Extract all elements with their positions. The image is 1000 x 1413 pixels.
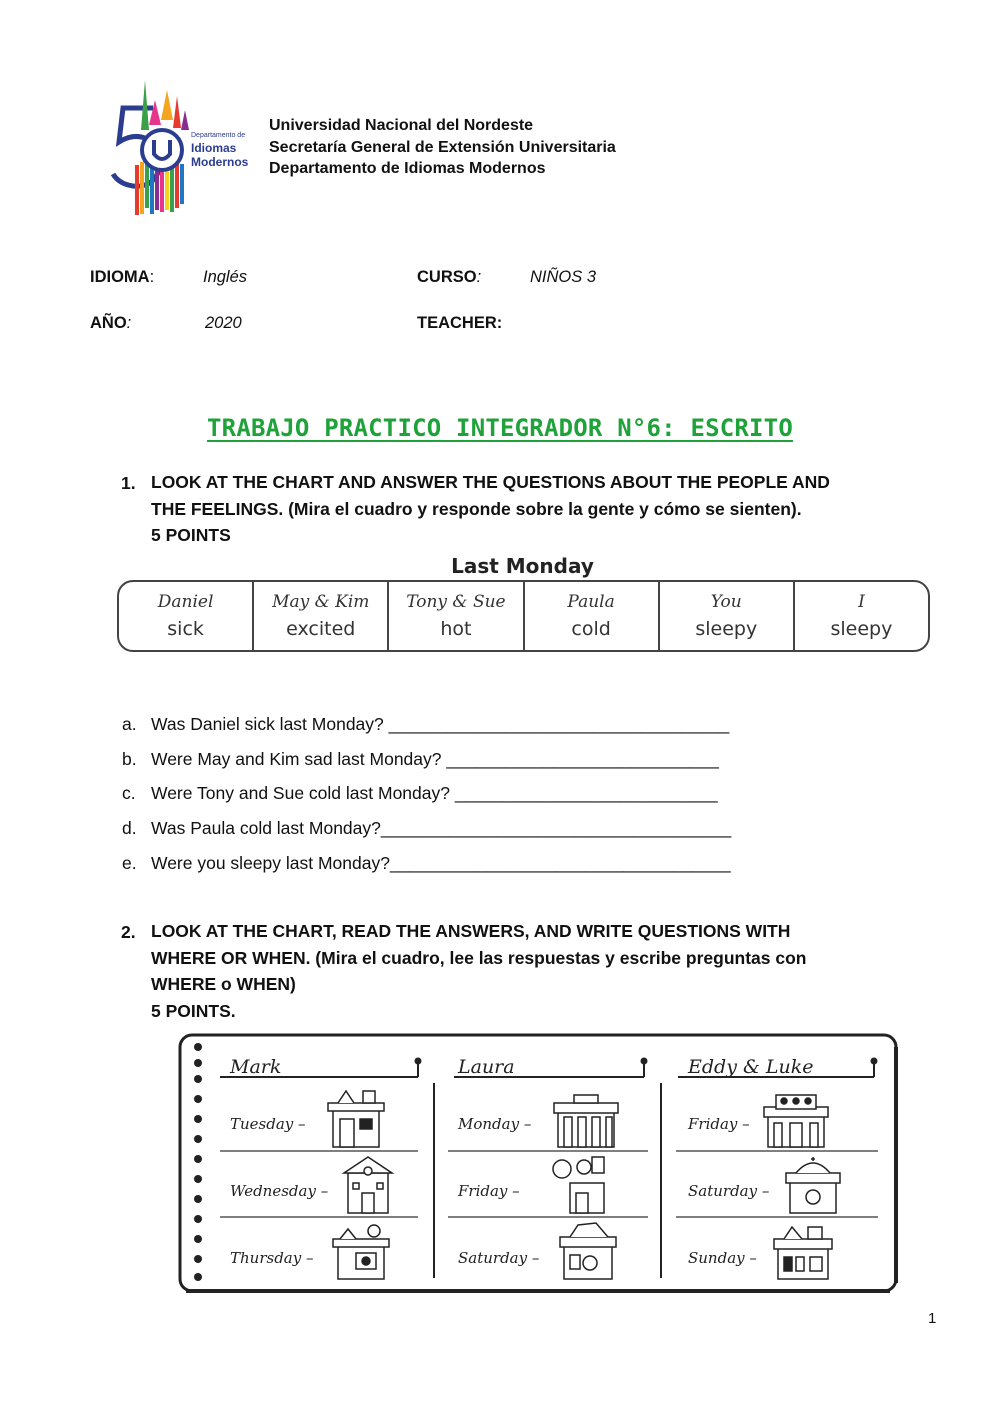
chart-person: Daniel bbox=[157, 592, 214, 612]
question-d bbox=[122, 818, 731, 839]
logo-text-3: Modernos bbox=[191, 155, 249, 169]
chart-cell-i bbox=[795, 582, 928, 650]
chart-cell-you bbox=[660, 582, 795, 650]
chart-person: Tony & Sue bbox=[406, 592, 506, 612]
question-letter: d. bbox=[122, 818, 137, 838]
q2-points: 5 POINTS. bbox=[151, 1000, 236, 1021]
day-label: Tuesday – bbox=[230, 1115, 306, 1133]
q1-line-2: THE FEELINGS. (Mira el cuadro y responde sobre la gente y cómo se sienten). bbox=[151, 498, 802, 519]
institution-line-2: Secretaría General de Extensión Universitaria bbox=[269, 138, 616, 156]
chart-cell-may-kim bbox=[254, 582, 389, 650]
anio-value: 2020 bbox=[205, 314, 242, 332]
day-label: Friday – bbox=[688, 1115, 750, 1133]
curso-label: CURSO bbox=[417, 268, 477, 286]
university-logo bbox=[105, 70, 265, 220]
question-text[interactable]: Were Tony and Sue cold last Monday? ___________________________ bbox=[151, 783, 718, 803]
anio-label-wrap: AÑO: bbox=[90, 314, 132, 332]
curso-value: NIÑOS 3 bbox=[530, 268, 597, 286]
chart-feeling: sick bbox=[167, 618, 204, 640]
chart-feeling: cold bbox=[571, 618, 611, 640]
day-label: Saturday – bbox=[688, 1182, 770, 1200]
chart-feeling: hot bbox=[440, 618, 472, 640]
teacher-label: TEACHER: bbox=[417, 314, 503, 332]
q2-line-1: LOOK AT THE CHART, READ THE ANSWERS, AND WRITE QUESTIONS WITH bbox=[151, 921, 791, 941]
notebook-person-mark: Mark bbox=[230, 1056, 282, 1078]
notebook-person-laura: Laura bbox=[458, 1056, 515, 1078]
chart-cell-paula bbox=[525, 582, 660, 650]
chart-title: Last Monday bbox=[451, 554, 594, 578]
q1-instructions bbox=[151, 469, 951, 549]
institution-line-3: Departamento de Idiomas Modernos bbox=[269, 160, 546, 177]
q2-line-3: WHERE o WHEN) bbox=[151, 974, 296, 994]
question-e bbox=[122, 853, 731, 874]
question-a bbox=[122, 714, 729, 735]
institution-line-1: Universidad Nacional del Nordeste bbox=[269, 117, 534, 134]
anio-label: AÑO bbox=[90, 314, 127, 332]
question-text[interactable]: Were May and Kim sad last Monday? ____________________________ bbox=[151, 749, 719, 769]
chart-person: Paula bbox=[567, 592, 615, 612]
logo-text-2: Idiomas bbox=[191, 141, 237, 155]
page-title: TRABAJO PRACTICO INTEGRADOR N°6: ESCRITO bbox=[207, 414, 793, 442]
q1-number: 1. bbox=[121, 473, 136, 493]
logo-text-1: Departamento de bbox=[191, 132, 246, 139]
notebook-person-eddy-luke: Eddy & Luke bbox=[688, 1056, 814, 1078]
q1-points: 5 POINTS bbox=[151, 525, 231, 545]
idioma-value: Inglés bbox=[203, 268, 248, 286]
museum-icon bbox=[554, 1095, 618, 1147]
day-label: Sunday – bbox=[688, 1249, 757, 1267]
q2-line-2: WHERE OR WHEN. (Mira el cuadro, lee las respuestas y escribe preguntas con bbox=[151, 947, 807, 968]
chart-feeling: excited bbox=[286, 618, 356, 640]
idioma-label: IDIOMA bbox=[90, 268, 150, 286]
schedule-notebook bbox=[178, 1033, 900, 1295]
day-label: Friday – bbox=[458, 1182, 520, 1200]
day-label: Thursday – bbox=[230, 1249, 314, 1267]
q2-number: 2. bbox=[121, 922, 136, 942]
chart-feeling: sleepy bbox=[830, 618, 893, 640]
q1-line-1: LOOK AT THE CHART AND ANSWER THE QUESTIONS ABOUT THE PEOPLE AND bbox=[151, 472, 830, 492]
question-b bbox=[122, 749, 719, 770]
chart-cell-daniel bbox=[119, 582, 254, 650]
chart-person: You bbox=[710, 592, 742, 612]
day-label: Saturday – bbox=[458, 1249, 540, 1267]
chart-person: I bbox=[858, 592, 865, 612]
day-label: Monday – bbox=[458, 1115, 532, 1133]
question-text[interactable]: Was Paula cold last Monday?____________________________________ bbox=[151, 818, 732, 838]
question-c bbox=[122, 783, 718, 804]
question-text[interactable]: Were you sleepy last Monday?___________________________________ bbox=[151, 853, 731, 873]
idioma-label-wrap: IDIOMA: bbox=[90, 268, 155, 286]
chart-person: May & Kim bbox=[272, 592, 370, 612]
question-letter: b. bbox=[122, 749, 137, 769]
question-letter: c. bbox=[122, 783, 136, 803]
day-label: Wednesday – bbox=[230, 1182, 329, 1200]
chart-cell-tony-sue bbox=[389, 582, 524, 650]
page-number: 1 bbox=[928, 1310, 937, 1327]
curso-label-wrap: CURSO: bbox=[417, 268, 482, 286]
institution-header bbox=[269, 115, 616, 180]
question-text[interactable]: Was Daniel sick last Monday? ___________________________________ bbox=[151, 714, 730, 734]
question-letter: e. bbox=[122, 853, 137, 873]
question-letter: a. bbox=[122, 714, 137, 734]
chart-feeling: sleepy bbox=[695, 618, 758, 640]
q2-instructions bbox=[151, 918, 951, 1024]
feelings-chart bbox=[117, 580, 930, 652]
